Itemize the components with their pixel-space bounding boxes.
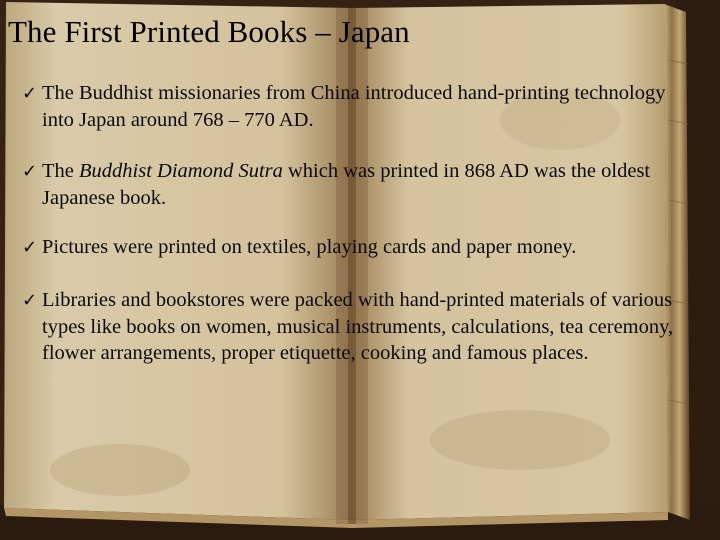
bullet-text: Pictures were printed on textiles, playing cards and paper money. bbox=[42, 236, 577, 258]
book-title: Buddhist Diamond Sutra bbox=[79, 160, 283, 182]
bullet-item bbox=[22, 234, 692, 261]
slide-title: The First Printed Books – Japan bbox=[8, 14, 410, 49]
checkmark-icon: ✓ bbox=[22, 161, 38, 182]
checkmark-icon: ✓ bbox=[22, 290, 38, 311]
bullet-item bbox=[22, 287, 692, 366]
bullet-item bbox=[22, 80, 692, 133]
bullet-text-pre: The bbox=[42, 160, 79, 182]
bullet-text: The Buddhist missionaries from China introduced hand-printing technology into Japan around 768 – 770 AD. bbox=[42, 82, 666, 131]
checkmark-icon: ✓ bbox=[22, 237, 38, 258]
bullet-item bbox=[22, 158, 692, 211]
bullet-text: Libraries and bookstores were packed with hand-printed materials of various types like books on women, musical instruments, calculations, tea ceremony, flower arrangements, proper etiquette, cooking and famous places. bbox=[42, 289, 674, 364]
checkmark-icon: ✓ bbox=[22, 83, 38, 104]
bullet-text-post: which was printed in 868 AD was the oldest Japanese book. bbox=[42, 160, 651, 209]
